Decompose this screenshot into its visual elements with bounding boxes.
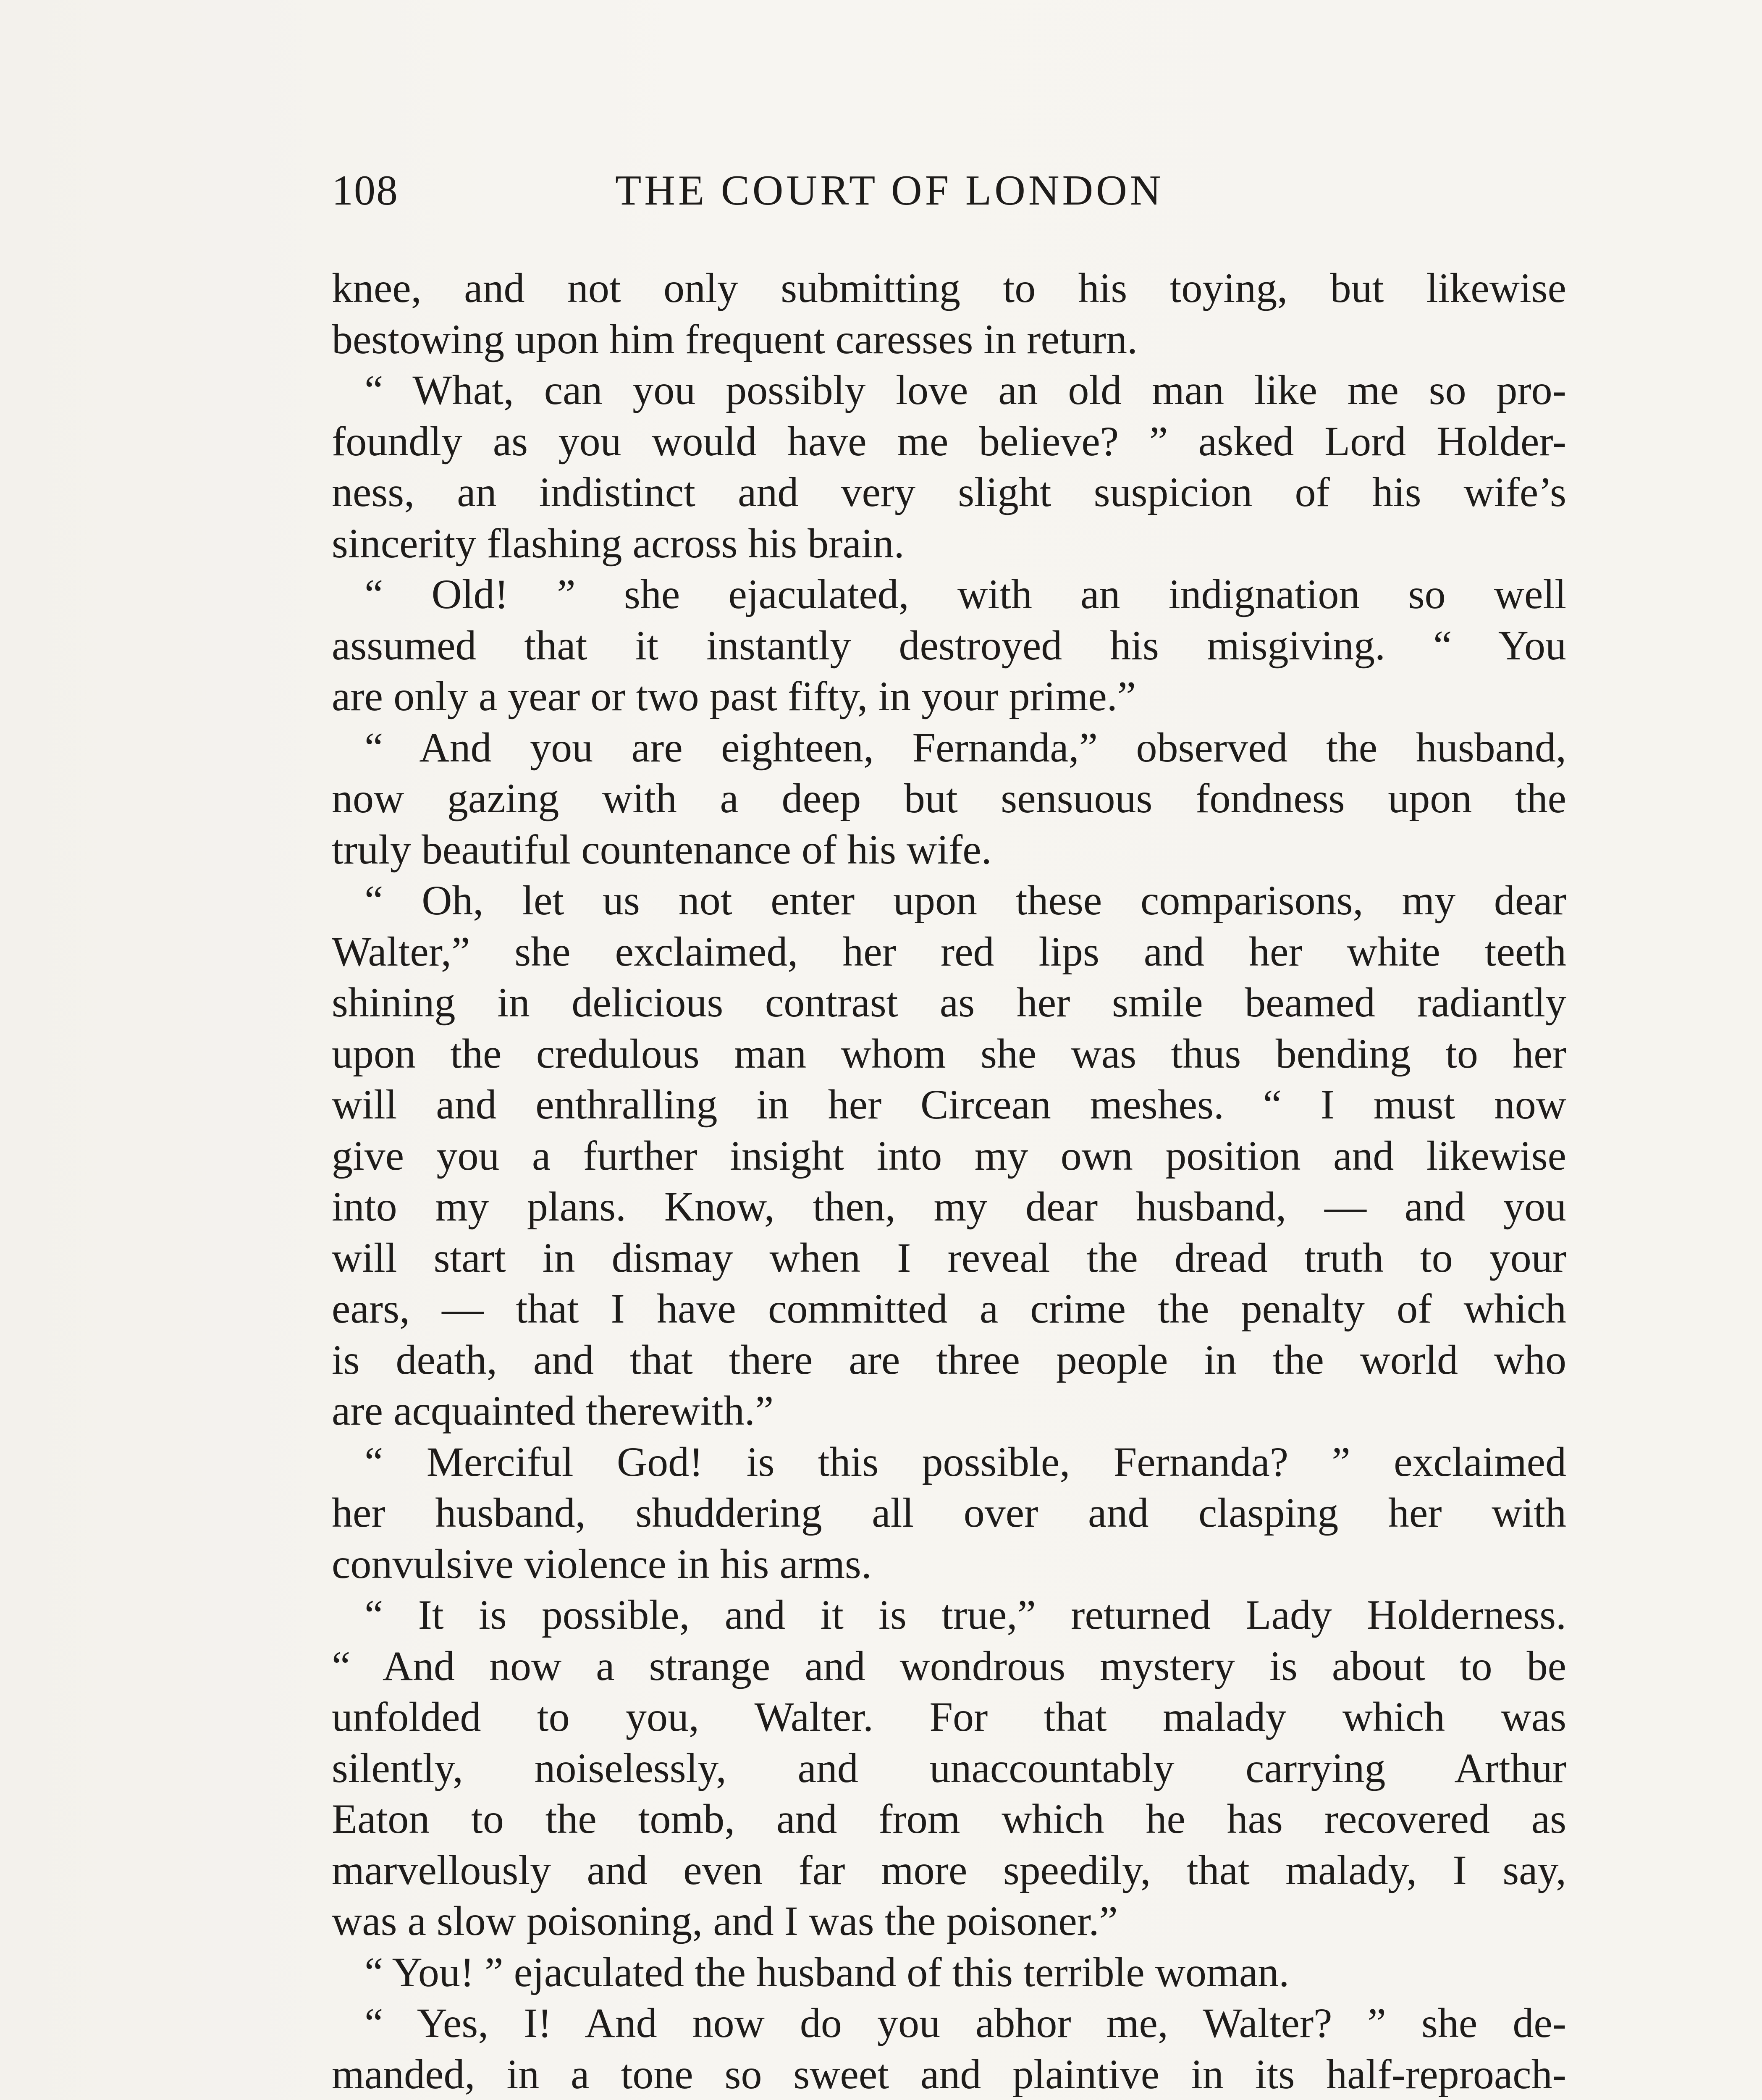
text-line: “ Merciful God! is this possible, Fernanda? ” exclaimed xyxy=(364,1438,1566,1485)
text-line: give you a further insight into my own position and likewise xyxy=(332,1132,1566,1179)
text-line: ness, an indistinct and very slight suspicion of his wife’s xyxy=(332,469,1566,515)
text-line: convulsive violence in his arms. xyxy=(332,1540,872,1587)
text-line: silently, noiselessly, and unaccountably carrying Arthur xyxy=(332,1744,1566,1791)
text-line: her husband, shuddering all over and clasping her with xyxy=(332,1489,1566,1536)
page-number: 108 xyxy=(332,167,399,214)
text-line: Eaton to the tomb, and from which he has recovered as xyxy=(332,1796,1566,1842)
text-line: are acquainted therewith.” xyxy=(332,1387,774,1434)
text-line: foundly as you would have me believe? ” asked Lord Holder- xyxy=(332,417,1566,465)
text-line: “ Oh, let us not enter upon these comparisons, my dear xyxy=(364,877,1566,924)
text-line: will and enthralling in her Circean meshes. “ I must now xyxy=(332,1081,1566,1128)
text-line: marvellously and even far more speedily, that malady, I say, xyxy=(332,1846,1566,1893)
text-line: “ It is possible, and it is true,” returned Lady Holderness. xyxy=(364,1591,1566,1638)
text-line: shining in delicious contrast as her smile beamed radiantly xyxy=(332,979,1566,1026)
text-line: now gazing with a deep but sensuous fondness upon the xyxy=(332,775,1566,822)
body-text xyxy=(332,262,1566,2100)
text-line: unfolded to you, Walter. For that malady which was xyxy=(332,1693,1566,1740)
text-line: are only a year or two past fifty, in your prime.” xyxy=(332,673,1136,719)
text-line: upon the credulous man whom she was thus bending to her xyxy=(332,1030,1566,1077)
text-line: “ And you are eighteen, Fernanda,” observed the husband, xyxy=(364,724,1566,771)
text-line: sincerity flashing across his brain. xyxy=(332,520,905,567)
running-head xyxy=(332,166,1566,229)
text-line: is death, and that there are three people in the world who xyxy=(332,1336,1566,1383)
text-line: assumed that it instantly destroyed his misgiving. “ You xyxy=(332,622,1566,669)
text-line: manded, in a tone so sweet and plaintive in its half-reproach- xyxy=(332,2050,1566,2097)
text-line: “ What, can you possibly love an old man like me so pro- xyxy=(364,367,1566,413)
text-line: Walter,” she exclaimed, her red lips and her white teeth xyxy=(332,928,1566,975)
text-line: into my plans. Know, then, my dear husband, — and you xyxy=(332,1183,1566,1230)
text-line: “ You! ” ejaculated the husband of this terrible woman. xyxy=(364,1948,1290,1995)
text-line: bestowing upon him frequent caresses in return. xyxy=(332,315,1138,362)
text-line: ears, — that I have committed a crime the penalty of which xyxy=(332,1285,1566,1332)
text-line: “ And now a strange and wondrous mystery is about to be xyxy=(332,1642,1566,1689)
running-title: THE COURT OF LONDON xyxy=(615,167,1164,214)
text-line: was a slow poisoning, and I was the poisoner.” xyxy=(332,1898,1118,1944)
text-line: “ Yes, I! And now do you abhor me, Walter? ” she de- xyxy=(364,2000,1566,2046)
text-line: truly beautiful countenance of his wife. xyxy=(332,826,992,873)
text-line: “ Old! ” she ejaculated, with an indignation so well xyxy=(364,571,1566,617)
text-line: will start in dismay when I reveal the dread truth to your xyxy=(332,1234,1566,1281)
text-line: knee, and not only submitting to his toying, but likewise xyxy=(332,265,1566,311)
